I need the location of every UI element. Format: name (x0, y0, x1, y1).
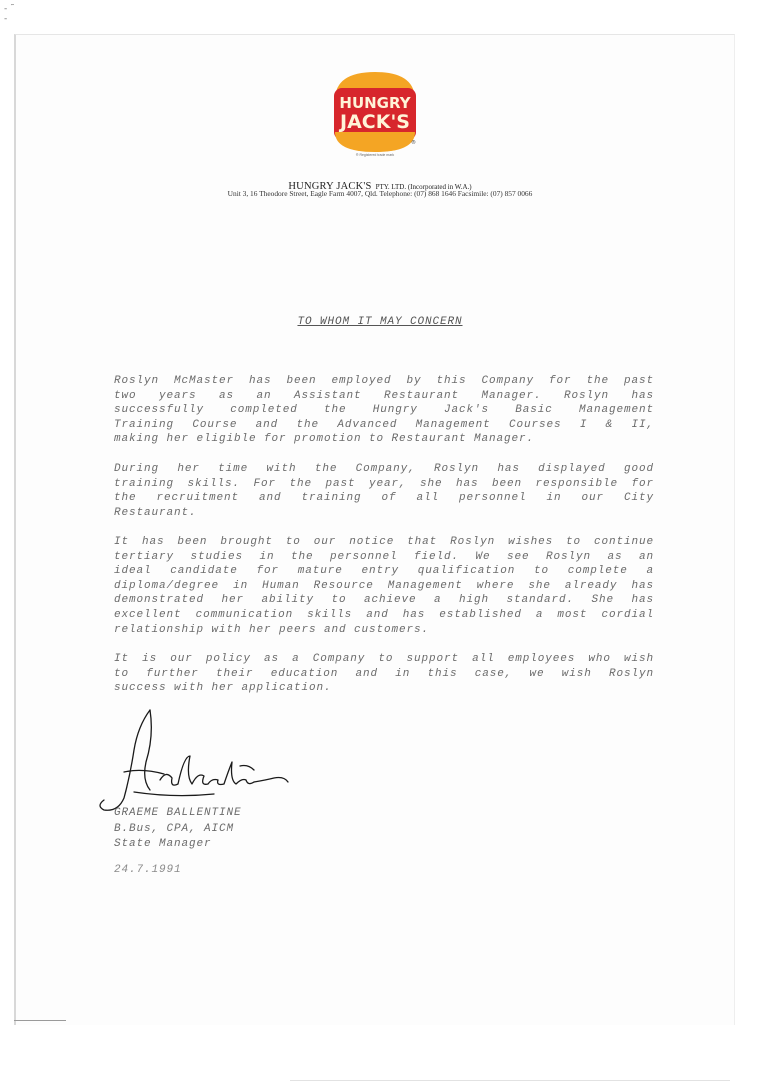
page-edge-rule (14, 1020, 66, 1021)
paragraph-line: successfully completed the Hungry Jack's Basic Management (114, 404, 654, 417)
company-address: Unit 3, 16 Theodore Street, Eagle Farm 4007, Qld. Telephone: (07) 868 1646 Facsimile: (07) 857 0066 (227, 189, 533, 198)
paragraph-line: making her eligible for promotion to Restaurant Manager. (114, 433, 535, 446)
paragraph-line: relationship with her peers and customers. (114, 623, 430, 636)
signatory-credentials: B.Bus, CPA, AICM (114, 822, 235, 835)
paragraph-line: training skills. For the past year, she has been responsible for (114, 477, 654, 490)
paragraph-line: Roslyn McMaster has been employed by this Company for the past (114, 375, 654, 387)
company-suffix: PTY. LTD. (Incorporated in W.A.) (375, 183, 472, 191)
letter-date: 24.7.1991 (114, 864, 182, 876)
paragraph-line: Restaurant. (114, 506, 197, 519)
signatory-name: GRAEME BALLENTINE (114, 807, 242, 819)
registered-trademark-note: ® Registered trade mark (355, 153, 395, 157)
salutation: TO WHOM IT MAY CONCERN (297, 316, 463, 328)
paragraph-1 (114, 374, 654, 447)
company-name: HUNGRY JACK'S (288, 181, 372, 192)
logo-bottom-bun (335, 132, 415, 152)
scan-corner-marks: - ˜ - (4, 4, 15, 24)
paragraph-4 (114, 652, 654, 696)
scan-edge-rule (290, 1080, 730, 1081)
paragraph-line: to further their education and in this case, we wish Roslyn (114, 667, 654, 680)
paragraph-line: It has been brought to our notice that Roslyn wishes to continue (114, 536, 654, 548)
logo-text-bottom: JACK'S (340, 111, 410, 133)
paragraph-line: ideal candidate for mature entry qualification to complete a (114, 565, 654, 578)
paragraph-line: Training Course and the Advanced Management Courses I & II, (114, 418, 654, 431)
logo-text-top: HUNGRY (339, 94, 411, 112)
paragraph-line: excellent communication skills and has established a most cordial (114, 608, 654, 621)
paragraph-line: the recruitment and training of all personnel in our City (114, 492, 654, 505)
paragraph-line: demonstrated her ability to achieve a high standard. She has (114, 594, 654, 607)
hungry-jacks-logo (332, 70, 418, 162)
paragraph-line: It is our policy as a Company to support all employees who wish (114, 653, 654, 665)
paragraph-line: two years as an Assistant Restaurant Manager. Roslyn has (114, 389, 654, 402)
paragraph-line: success with her application. (114, 682, 332, 695)
paragraph-line: tertiary studies in the personnel field. We see Roslyn as an (114, 550, 654, 563)
handwritten-signature (94, 706, 294, 816)
paragraph-line: During her time with the Company, Roslyn has displayed good (114, 463, 654, 475)
logo-registered-mark: ® (411, 140, 416, 146)
paragraph-line: diploma/degree in Human Resource Management where she already has (114, 579, 654, 592)
paragraph-3 (114, 535, 654, 637)
signatory-title: State Manager (114, 838, 212, 850)
paragraph-2 (114, 462, 654, 520)
signatory-block (114, 806, 242, 853)
